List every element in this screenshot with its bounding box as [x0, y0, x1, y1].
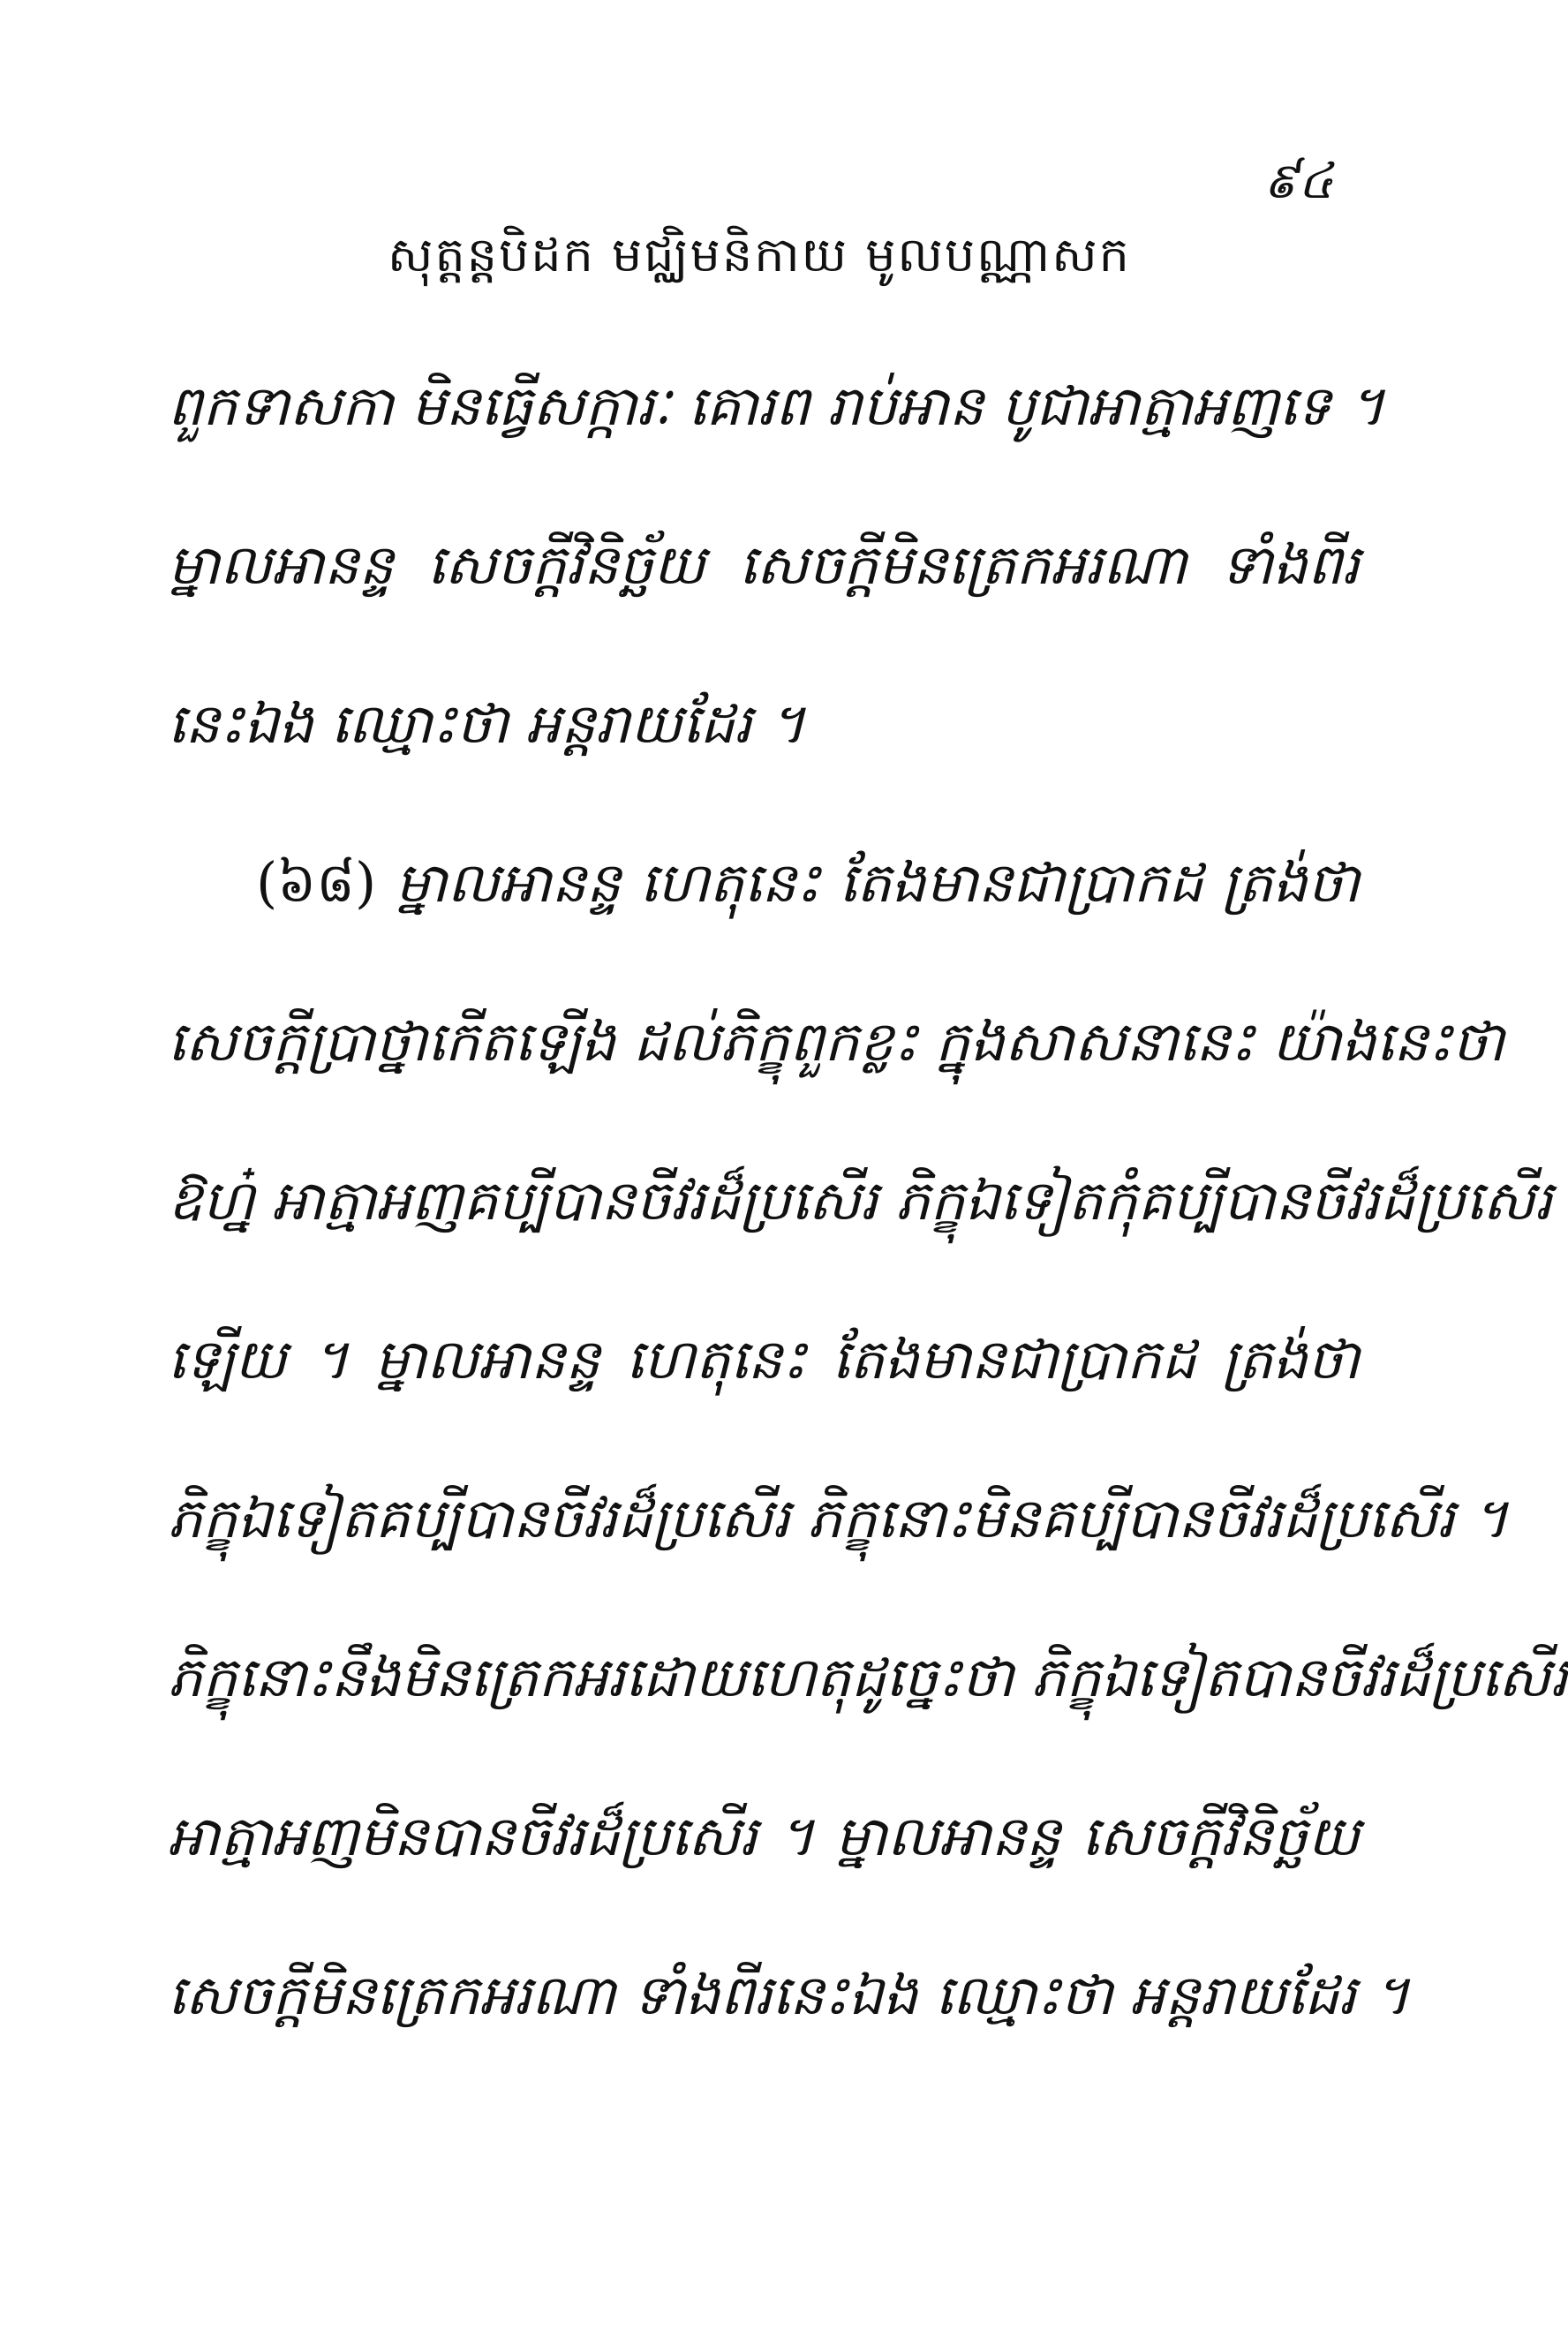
text-line: ភិក្ខុនោះនឹងមិនត្រេកអរដោយហេតុដូច្នេះថា ភិក្ខុឯទៀតបានចីវរដ៏ប្រសើរ: [168, 1645, 1568, 1709]
text-line: ម្នាលអានន្ទ ហេតុនេះ តែងមានជាប្រាកដ ត្រង់ថា: [395, 850, 1360, 915]
text-line: ភិក្ខុឯទៀតគប្បីបានចីវរដ៏ប្រសើរ ភិក្ខុនោះមិនគប្បីបានចីវរដ៏ប្រសើរ ។: [168, 1486, 1509, 1550]
text-line: ម្នាលអានន្ទ សេចក្តីវិនិច្ឆ័យ សេចក្តីមិនត្រេកអរណា ទាំងពីរ: [168, 532, 1360, 597]
text-line: ពួកទាសកា មិនធ្វើសក្ការៈ គោរព រាប់អាន បូជាអាត្មាអញទេ ។: [168, 373, 1385, 438]
paragraph-first-line: [168, 830, 1360, 989]
text-line: អាត្មាអញមិនបានចីវរដ៏ប្រសើរ ។ ម្នាលអានន្ទ សេចក្តីវិនិច្ឆ័យ: [168, 1804, 1360, 1868]
page-number: ៩៤: [1263, 153, 1333, 210]
text-line: ឡើយ ។ ម្នាលអានន្ទ ហេតុនេះ តែងមានជាប្រាកដ ត្រង់ថា: [168, 1327, 1360, 1391]
text-line: សេចក្តីប្រាថ្នាកើតឡើង ដល់ភិក្ខុពួកខ្លះ ក្នុងសាសនានេះ យ៉ាងនេះថា: [168, 1009, 1505, 1074]
running-header: សុត្តន្តបិដក មជ្ឈិមនិកាយ មូលបណ្ណាសក: [388, 227, 1131, 283]
text-line: សេចក្តីមិនត្រេកអរណា ទាំងពីរនេះឯង ឈ្មោះថា អន្តរាយដែរ ។: [168, 1963, 1410, 2027]
text-line: ឱហ្ន៎ អាត្មាអញគប្បីបានចីវរដ៏ប្រសើរ ភិក្ខុឯទៀតកុំគប្បីបានចីវរដ៏ប្រសើរ: [168, 1168, 1553, 1233]
text-line: នេះឯង ឈ្មោះថា អន្តរាយដែរ ។: [168, 691, 806, 756]
paragraph-number: (៦៨): [256, 850, 377, 915]
body-text: [168, 353, 1568, 2101]
